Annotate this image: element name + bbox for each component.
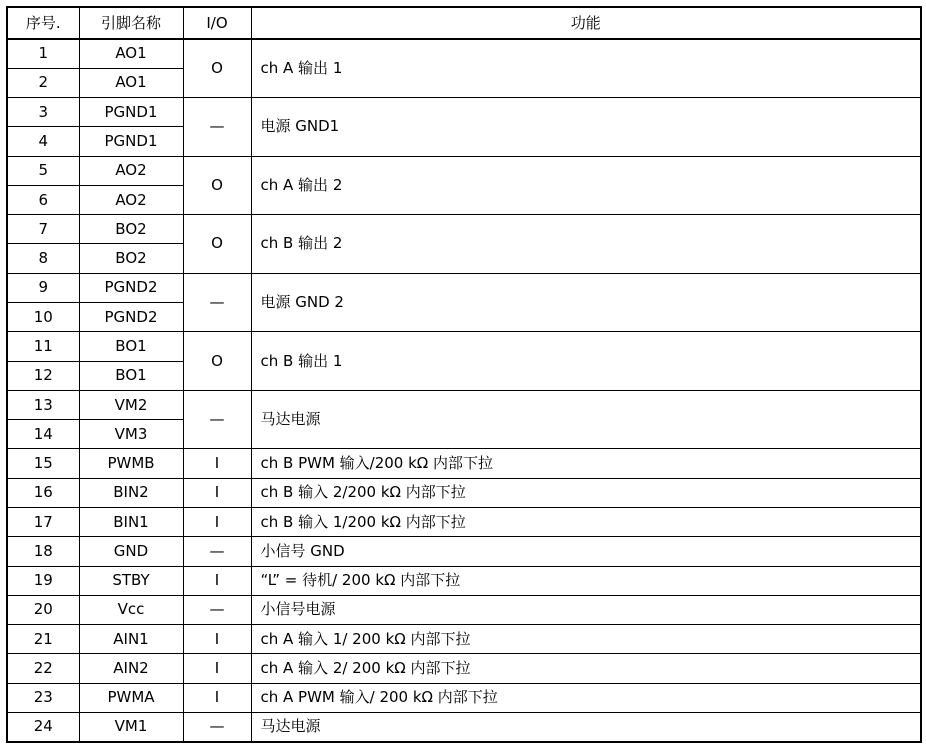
pin-function: 电源 GND 2 <box>251 273 921 332</box>
table-row <box>7 654 921 683</box>
pin-name: BO2 <box>79 244 183 273</box>
pin-number: 22 <box>7 654 79 683</box>
pin-function: 电源 GND1 <box>251 98 921 157</box>
pin-function: 小信号 GND <box>251 537 921 566</box>
pin-function: ch A 输出 2 <box>251 156 921 215</box>
pin-io: — <box>183 390 251 449</box>
pin-io: I <box>183 683 251 712</box>
pin-io: O <box>183 156 251 215</box>
pin-name: AO1 <box>79 39 183 68</box>
header-func: 功能 <box>251 7 921 39</box>
pin-io: I <box>183 508 251 537</box>
pin-function: ch A 输入 2/ 200 kΩ 内部下拉 <box>251 654 921 683</box>
table-row <box>7 215 921 244</box>
pin-io: I <box>183 449 251 478</box>
pin-number: 16 <box>7 478 79 507</box>
table-row <box>7 537 921 566</box>
pin-name: PWMA <box>79 683 183 712</box>
pin-number: 8 <box>7 244 79 273</box>
table-row <box>7 508 921 537</box>
table-row <box>7 683 921 712</box>
pin-number: 10 <box>7 303 79 332</box>
pin-io: O <box>183 215 251 274</box>
pin-number: 5 <box>7 156 79 185</box>
header-io: I/O <box>183 7 251 39</box>
pin-number: 13 <box>7 390 79 419</box>
pin-io: — <box>183 273 251 332</box>
pin-function: ch B 输出 2 <box>251 215 921 274</box>
pin-number: 6 <box>7 185 79 214</box>
pin-name: PGND1 <box>79 98 183 127</box>
pin-function: ch A 输入 1/ 200 kΩ 内部下拉 <box>251 625 921 654</box>
pin-io: I <box>183 625 251 654</box>
pin-function: 马达电源 <box>251 712 921 742</box>
pin-io: I <box>183 654 251 683</box>
pin-io: I <box>183 566 251 595</box>
pin-function: ch B 输出 1 <box>251 332 921 391</box>
pin-function: ch A 输出 1 <box>251 39 921 98</box>
table-row <box>7 273 921 302</box>
header-num: 序号. <box>7 7 79 39</box>
table-row <box>7 595 921 624</box>
pin-number: 18 <box>7 537 79 566</box>
pin-io: I <box>183 478 251 507</box>
pin-function: ch B 输入 1/200 kΩ 内部下拉 <box>251 508 921 537</box>
pin-number: 1 <box>7 39 79 68</box>
table-row <box>7 449 921 478</box>
table-row <box>7 98 921 127</box>
pin-name: Vcc <box>79 595 183 624</box>
pin-name: AIN2 <box>79 654 183 683</box>
pin-name: PWMB <box>79 449 183 478</box>
pin-number: 9 <box>7 273 79 302</box>
pin-number: 11 <box>7 332 79 361</box>
pin-number: 12 <box>7 361 79 390</box>
pin-table-body <box>7 39 921 742</box>
pin-name: BO1 <box>79 332 183 361</box>
pin-name: GND <box>79 537 183 566</box>
header-name: 引脚名称 <box>79 7 183 39</box>
pin-name: AO1 <box>79 68 183 97</box>
pin-number: 3 <box>7 98 79 127</box>
pin-number: 17 <box>7 508 79 537</box>
pin-name: VM1 <box>79 712 183 742</box>
table-row <box>7 332 921 361</box>
pin-name: BO2 <box>79 215 183 244</box>
pin-name: VM2 <box>79 390 183 419</box>
pin-name: PGND2 <box>79 303 183 332</box>
table-row <box>7 156 921 185</box>
pin-name: AIN1 <box>79 625 183 654</box>
pin-number: 2 <box>7 68 79 97</box>
pin-io: O <box>183 39 251 98</box>
pin-name: BIN2 <box>79 478 183 507</box>
pin-number: 21 <box>7 625 79 654</box>
pin-function: 马达电源 <box>251 390 921 449</box>
pin-function: ch B 输入 2/200 kΩ 内部下拉 <box>251 478 921 507</box>
pin-number: 23 <box>7 683 79 712</box>
header-row <box>7 7 921 39</box>
pin-number: 20 <box>7 595 79 624</box>
pin-io: O <box>183 332 251 391</box>
pin-name: BIN1 <box>79 508 183 537</box>
pin-io: — <box>183 98 251 157</box>
pin-number: 19 <box>7 566 79 595</box>
table-row <box>7 712 921 742</box>
table-row <box>7 566 921 595</box>
pin-name: PGND2 <box>79 273 183 302</box>
pin-io: — <box>183 595 251 624</box>
pin-function: 小信号电源 <box>251 595 921 624</box>
pin-name: AO2 <box>79 185 183 214</box>
pin-name: AO2 <box>79 156 183 185</box>
table-row <box>7 478 921 507</box>
pin-io: — <box>183 537 251 566</box>
pin-number: 14 <box>7 420 79 449</box>
pin-function: ch B PWM 输入/200 kΩ 内部下拉 <box>251 449 921 478</box>
pin-name: VM3 <box>79 420 183 449</box>
table-row <box>7 625 921 654</box>
pin-number: 24 <box>7 712 79 742</box>
pin-table <box>6 6 922 743</box>
pin-function: ch A PWM 输入/ 200 kΩ 内部下拉 <box>251 683 921 712</box>
pin-number: 7 <box>7 215 79 244</box>
pin-name: BO1 <box>79 361 183 390</box>
pin-name: STBY <box>79 566 183 595</box>
pin-name: PGND1 <box>79 127 183 156</box>
table-row <box>7 39 921 68</box>
table-row <box>7 390 921 419</box>
pin-function: “L” = 待机/ 200 kΩ 内部下拉 <box>251 566 921 595</box>
pin-number: 15 <box>7 449 79 478</box>
pin-io: — <box>183 712 251 742</box>
pin-number: 4 <box>7 127 79 156</box>
